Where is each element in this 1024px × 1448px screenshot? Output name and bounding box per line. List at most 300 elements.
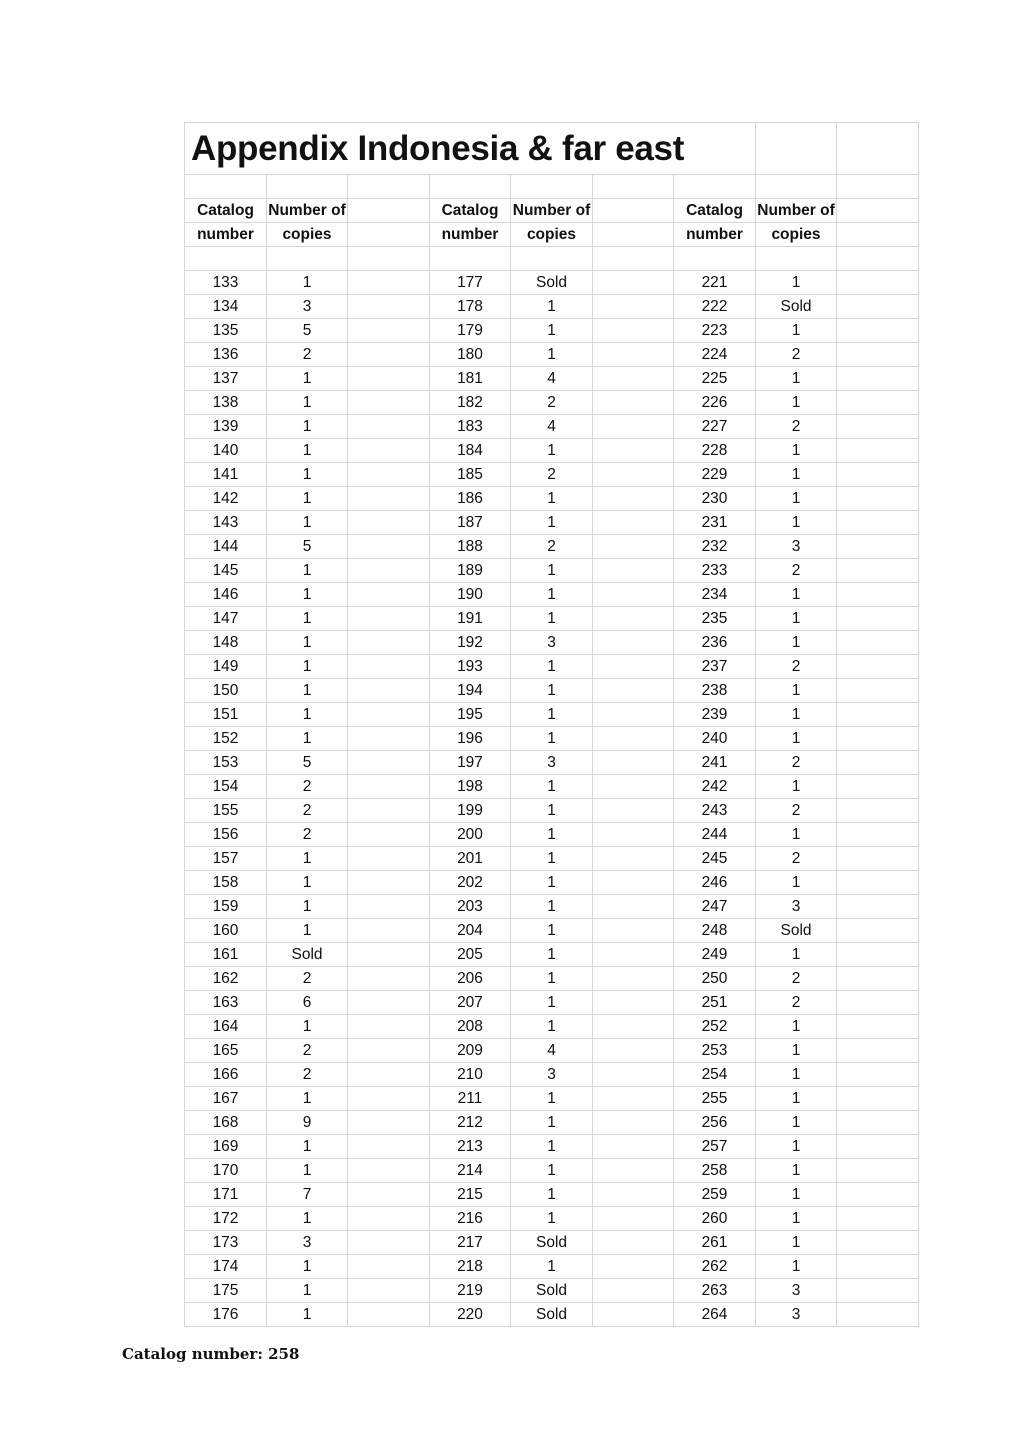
- empty-cell: [593, 199, 674, 223]
- catalog-number-cell: 233: [674, 559, 756, 583]
- empty-cell: [837, 1135, 919, 1159]
- empty-cell: [593, 1015, 674, 1039]
- copies-cell: 1: [756, 607, 837, 631]
- copies-cell: 2: [756, 559, 837, 583]
- empty-cell: [593, 775, 674, 799]
- empty-cell: [593, 607, 674, 631]
- copies-cell: 2: [267, 775, 348, 799]
- copies-cell: 1: [267, 1015, 348, 1039]
- empty-cell: [348, 223, 430, 247]
- empty-cell: [348, 367, 430, 391]
- empty-cell: [348, 1159, 430, 1183]
- empty-cell: [348, 871, 430, 895]
- empty-cell: [837, 463, 919, 487]
- empty-cell: [593, 703, 674, 727]
- empty-cell: [348, 607, 430, 631]
- copies-cell: 1: [267, 703, 348, 727]
- title-row: [185, 123, 919, 175]
- empty-cell: [593, 343, 674, 367]
- copies-cell: 2: [756, 967, 837, 991]
- empty-cell: [837, 1039, 919, 1063]
- copies-header-3-line2: copies: [756, 223, 837, 247]
- copies-cell: 1: [511, 295, 593, 319]
- copies-cell: 2: [756, 751, 837, 775]
- table-row: [185, 655, 919, 679]
- catalog-number-cell: 220: [430, 1303, 511, 1327]
- copies-cell: 3: [756, 1303, 837, 1327]
- empty-cell: [837, 1015, 919, 1039]
- copies-cell: 1: [267, 487, 348, 511]
- table-row: [185, 511, 919, 535]
- catalog-number-cell: 148: [185, 631, 267, 655]
- copies-cell: 1: [756, 1063, 837, 1087]
- catalog-number-cell: 163: [185, 991, 267, 1015]
- copies-header-2-line2: copies: [511, 223, 593, 247]
- copies-cell: 3: [267, 295, 348, 319]
- empty-cell: [837, 871, 919, 895]
- copies-cell: 1: [756, 1183, 837, 1207]
- copies-cell: 3: [511, 1063, 593, 1087]
- copies-cell: 1: [511, 679, 593, 703]
- catalog-number-cell: 230: [674, 487, 756, 511]
- catalog-number-cell: 187: [430, 511, 511, 535]
- header-row-1: [185, 199, 919, 223]
- table-row: [185, 1087, 919, 1111]
- empty-cell: [348, 679, 430, 703]
- table-row: [185, 295, 919, 319]
- copies-cell: Sold: [511, 271, 593, 295]
- catalog-number-cell: 144: [185, 535, 267, 559]
- empty-cell: [837, 367, 919, 391]
- table-row: [185, 823, 919, 847]
- empty-cell: [837, 439, 919, 463]
- empty-cell: [348, 799, 430, 823]
- empty-cell: [593, 295, 674, 319]
- copies-cell: 1: [756, 319, 837, 343]
- catalog-number-cell: 191: [430, 607, 511, 631]
- empty-cell: [348, 535, 430, 559]
- empty-cell: [348, 439, 430, 463]
- catalog-number-cell: 238: [674, 679, 756, 703]
- empty-cell: [593, 559, 674, 583]
- empty-cell: [837, 655, 919, 679]
- copies-cell: 1: [267, 631, 348, 655]
- table-row: [185, 1111, 919, 1135]
- copies-cell: 7: [267, 1183, 348, 1207]
- copies-cell: Sold: [267, 943, 348, 967]
- catalog-number-cell: 226: [674, 391, 756, 415]
- empty-cell: [837, 727, 919, 751]
- copies-cell: 1: [511, 919, 593, 943]
- empty-cell: [837, 847, 919, 871]
- catalog-number-cell: 169: [185, 1135, 267, 1159]
- catalog-number-cell: 209: [430, 1039, 511, 1063]
- table-row: [185, 991, 919, 1015]
- copies-cell: 4: [511, 1039, 593, 1063]
- empty-cell: [348, 1039, 430, 1063]
- copies-cell: 1: [756, 1015, 837, 1039]
- catalog-header-2-line2: number: [430, 223, 511, 247]
- empty-cell: [593, 727, 674, 751]
- copies-cell: 2: [756, 415, 837, 439]
- copies-cell: 2: [267, 823, 348, 847]
- empty-cell: [593, 1207, 674, 1231]
- table-row: [185, 1231, 919, 1255]
- empty-cell: [593, 583, 674, 607]
- table-row: [185, 919, 919, 943]
- catalog-number-cell: 165: [185, 1039, 267, 1063]
- copies-cell: 2: [756, 847, 837, 871]
- copies-cell: 1: [756, 391, 837, 415]
- empty-cell: [348, 775, 430, 799]
- empty-cell: [348, 991, 430, 1015]
- copies-cell: 1: [511, 1111, 593, 1135]
- catalog-number-cell: 212: [430, 1111, 511, 1135]
- copies-cell: 3: [756, 535, 837, 559]
- empty-cell: [348, 415, 430, 439]
- catalog-number-cell: 183: [430, 415, 511, 439]
- empty-cell: [837, 823, 919, 847]
- empty-cell: [348, 655, 430, 679]
- catalog-header-1-line2: number: [185, 223, 267, 247]
- copies-cell: 1: [756, 775, 837, 799]
- empty-cell: [837, 775, 919, 799]
- empty-cell: [348, 391, 430, 415]
- catalog-number-cell: 218: [430, 1255, 511, 1279]
- copies-cell: 1: [511, 439, 593, 463]
- catalog-number-cell: 173: [185, 1231, 267, 1255]
- catalog-number-cell: 260: [674, 1207, 756, 1231]
- copies-cell: 1: [511, 583, 593, 607]
- catalog-number-cell: 249: [674, 943, 756, 967]
- copies-cell: 2: [267, 343, 348, 367]
- table-row: [185, 463, 919, 487]
- copies-cell: 1: [511, 871, 593, 895]
- empty-cell: [837, 631, 919, 655]
- catalog-number-cell: 215: [430, 1183, 511, 1207]
- table-row: [185, 1303, 919, 1327]
- empty-cell: [348, 1279, 430, 1303]
- copies-cell: 3: [267, 1231, 348, 1255]
- empty-cell: [348, 967, 430, 991]
- empty-cell: [837, 123, 919, 175]
- empty-cell: [348, 1231, 430, 1255]
- copies-cell: Sold: [756, 919, 837, 943]
- empty-cell: [593, 799, 674, 823]
- empty-cell: [348, 1135, 430, 1159]
- copies-cell: 1: [511, 847, 593, 871]
- copies-cell: 1: [511, 1255, 593, 1279]
- copies-cell: 3: [511, 751, 593, 775]
- copies-cell: 1: [511, 967, 593, 991]
- copies-cell: 1: [756, 679, 837, 703]
- empty-cell: [593, 439, 674, 463]
- empty-cell: [348, 823, 430, 847]
- catalog-number-cell: 244: [674, 823, 756, 847]
- catalog-number-cell: 210: [430, 1063, 511, 1087]
- catalog-number-cell: 202: [430, 871, 511, 895]
- copies-cell: 1: [267, 367, 348, 391]
- empty-cell: [593, 871, 674, 895]
- catalog-header-2: Catalog: [430, 199, 511, 223]
- copies-cell: 1: [267, 439, 348, 463]
- empty-cell: [837, 1063, 919, 1087]
- copies-cell: 1: [267, 559, 348, 583]
- page-title: Appendix Indonesia & far east: [185, 123, 756, 175]
- catalog-number-cell: 140: [185, 439, 267, 463]
- copies-cell: 1: [267, 415, 348, 439]
- empty-cell: [348, 319, 430, 343]
- copies-cell: 1: [267, 1159, 348, 1183]
- catalog-number-cell: 154: [185, 775, 267, 799]
- table-row: [185, 1039, 919, 1063]
- table-row: [185, 1015, 919, 1039]
- empty-cell: [348, 631, 430, 655]
- catalog-number-cell: 234: [674, 583, 756, 607]
- empty-cell: [348, 295, 430, 319]
- empty-cell: [837, 1303, 919, 1327]
- catalog-number-cell: 253: [674, 1039, 756, 1063]
- table-row: [185, 487, 919, 511]
- empty-cell: [348, 1207, 430, 1231]
- copies-cell: 1: [511, 1183, 593, 1207]
- empty-cell: [837, 415, 919, 439]
- catalog-number-cell: 139: [185, 415, 267, 439]
- copies-cell: 2: [511, 535, 593, 559]
- catalog-number-cell: 175: [185, 1279, 267, 1303]
- empty-cell: [593, 1303, 674, 1327]
- table-row: [185, 727, 919, 751]
- catalog-number-cell: 197: [430, 751, 511, 775]
- catalog-number-cell: 225: [674, 367, 756, 391]
- catalog-number-cell: 221: [674, 271, 756, 295]
- table-row: [185, 967, 919, 991]
- copies-cell: 1: [756, 1135, 837, 1159]
- empty-cell: [837, 919, 919, 943]
- copies-cell: 1: [756, 703, 837, 727]
- empty-cell: [593, 1183, 674, 1207]
- catalog-number-cell: 199: [430, 799, 511, 823]
- copies-cell: 1: [511, 655, 593, 679]
- catalog-number-cell: 239: [674, 703, 756, 727]
- empty-cell: [837, 199, 919, 223]
- catalog-number-cell: 227: [674, 415, 756, 439]
- table-row: [185, 1159, 919, 1183]
- catalog-number-cell: 181: [430, 367, 511, 391]
- catalog-number-cell: 242: [674, 775, 756, 799]
- empty-cell: [837, 583, 919, 607]
- table-row: [185, 439, 919, 463]
- copies-cell: 1: [756, 1231, 837, 1255]
- catalog-number-cell: 222: [674, 295, 756, 319]
- catalog-number-cell: 236: [674, 631, 756, 655]
- copies-cell: 1: [511, 895, 593, 919]
- spacer-row: [185, 247, 919, 271]
- catalog-number-cell: 255: [674, 1087, 756, 1111]
- catalog-header-1: Catalog: [185, 199, 267, 223]
- catalog-number-cell: 178: [430, 295, 511, 319]
- table-row: [185, 559, 919, 583]
- empty-cell: [837, 1111, 919, 1135]
- catalog-number-cell: 192: [430, 631, 511, 655]
- empty-cell: [837, 799, 919, 823]
- empty-cell: [837, 751, 919, 775]
- empty-cell: [593, 463, 674, 487]
- catalog-number-cell: 257: [674, 1135, 756, 1159]
- empty-cell: [837, 1183, 919, 1207]
- table-row: [185, 679, 919, 703]
- copies-cell: 1: [511, 1087, 593, 1111]
- empty-cell: [837, 1159, 919, 1183]
- catalog-number-cell: 250: [674, 967, 756, 991]
- copies-cell: 1: [511, 775, 593, 799]
- empty-cell: [837, 943, 919, 967]
- header-row-2: [185, 223, 919, 247]
- catalog-number-cell: 135: [185, 319, 267, 343]
- table-row: [185, 1063, 919, 1087]
- catalog-number-cell: 143: [185, 511, 267, 535]
- empty-cell: [837, 607, 919, 631]
- catalog-number-cell: 134: [185, 295, 267, 319]
- empty-cell: [593, 487, 674, 511]
- table-row: [185, 1207, 919, 1231]
- catalog-number-cell: 237: [674, 655, 756, 679]
- table-row: [185, 391, 919, 415]
- empty-cell: [348, 463, 430, 487]
- empty-cell: [593, 367, 674, 391]
- copies-cell: 1: [756, 511, 837, 535]
- empty-cell: [348, 487, 430, 511]
- catalog-number-cell: 184: [430, 439, 511, 463]
- copies-cell: 1: [756, 1207, 837, 1231]
- empty-cell: [593, 535, 674, 559]
- empty-cell: [593, 1159, 674, 1183]
- catalog-number-cell: 204: [430, 919, 511, 943]
- empty-cell: [348, 751, 430, 775]
- empty-cell: [593, 223, 674, 247]
- copies-cell: 1: [756, 463, 837, 487]
- copies-cell: 2: [267, 967, 348, 991]
- empty-cell: [348, 703, 430, 727]
- copies-cell: 1: [756, 1087, 837, 1111]
- catalog-number-cell: 141: [185, 463, 267, 487]
- catalog-number-cell: 256: [674, 1111, 756, 1135]
- catalog-number-cell: 136: [185, 343, 267, 367]
- copies-cell: 1: [267, 583, 348, 607]
- empty-cell: [593, 919, 674, 943]
- copies-cell: 1: [267, 1135, 348, 1159]
- catalog-number-cell: 172: [185, 1207, 267, 1231]
- empty-cell: [593, 319, 674, 343]
- catalog-number-cell: 243: [674, 799, 756, 823]
- catalog-number-cell: 162: [185, 967, 267, 991]
- catalog-number-cell: 241: [674, 751, 756, 775]
- catalog-number-cell: 219: [430, 1279, 511, 1303]
- empty-cell: [593, 1255, 674, 1279]
- empty-cell: [348, 919, 430, 943]
- copies-cell: 1: [511, 823, 593, 847]
- catalog-number-cell: 254: [674, 1063, 756, 1087]
- spacer-row: [185, 175, 919, 199]
- catalog-number-cell: 171: [185, 1183, 267, 1207]
- catalog-number-cell: 198: [430, 775, 511, 799]
- catalog-number-cell: 180: [430, 343, 511, 367]
- copies-cell: 1: [511, 1207, 593, 1231]
- copies-cell: 1: [756, 1111, 837, 1135]
- catalog-number-cell: 224: [674, 343, 756, 367]
- empty-cell: [756, 123, 837, 175]
- catalog-number-cell: 194: [430, 679, 511, 703]
- catalog-number-cell: 174: [185, 1255, 267, 1279]
- catalog-number-cell: 246: [674, 871, 756, 895]
- table-row: [185, 1183, 919, 1207]
- empty-cell: [593, 1135, 674, 1159]
- table-row: [185, 631, 919, 655]
- catalog-number-cell: 232: [674, 535, 756, 559]
- empty-cell: [348, 583, 430, 607]
- empty-cell: [837, 1255, 919, 1279]
- copies-cell: 1: [511, 1135, 593, 1159]
- catalog-number-cell: 228: [674, 439, 756, 463]
- catalog-number-cell: 240: [674, 727, 756, 751]
- empty-cell: [593, 847, 674, 871]
- catalog-number-cell: 262: [674, 1255, 756, 1279]
- empty-cell: [348, 1087, 430, 1111]
- copies-cell: 1: [267, 391, 348, 415]
- copies-cell: 1: [756, 871, 837, 895]
- catalog-number-cell: 182: [430, 391, 511, 415]
- copies-cell: 1: [511, 319, 593, 343]
- table-row: [185, 271, 919, 295]
- copies-cell: 3: [756, 895, 837, 919]
- catalog-header-3: Catalog: [674, 199, 756, 223]
- catalog-number-cell: 153: [185, 751, 267, 775]
- empty-cell: [837, 895, 919, 919]
- catalog-number-cell: 185: [430, 463, 511, 487]
- empty-cell: [348, 847, 430, 871]
- catalog-number-cell: 150: [185, 679, 267, 703]
- copies-cell: 1: [756, 823, 837, 847]
- catalog-number-cell: 247: [674, 895, 756, 919]
- copies-cell: 1: [267, 271, 348, 295]
- copies-header-1-line2: copies: [267, 223, 348, 247]
- empty-cell: [348, 1111, 430, 1135]
- catalog-number-cell: 213: [430, 1135, 511, 1159]
- copies-cell: 1: [267, 1087, 348, 1111]
- catalog-number-cell: 157: [185, 847, 267, 871]
- empty-cell: [837, 511, 919, 535]
- catalog-number-cell: 248: [674, 919, 756, 943]
- catalog-number-cell: 258: [674, 1159, 756, 1183]
- copies-cell: 1: [756, 271, 837, 295]
- copies-cell: 1: [267, 607, 348, 631]
- copies-cell: 1: [267, 511, 348, 535]
- copies-cell: 1: [267, 1255, 348, 1279]
- catalog-number-cell: 146: [185, 583, 267, 607]
- empty-cell: [593, 943, 674, 967]
- copies-cell: 2: [267, 1039, 348, 1063]
- empty-cell: [593, 655, 674, 679]
- empty-cell: [837, 391, 919, 415]
- table-row: [185, 367, 919, 391]
- copies-cell: 1: [267, 895, 348, 919]
- copies-cell: 1: [756, 1255, 837, 1279]
- copies-cell: 1: [267, 1303, 348, 1327]
- copies-cell: 2: [267, 1063, 348, 1087]
- copies-cell: 2: [267, 799, 348, 823]
- catalog-number-cell: 137: [185, 367, 267, 391]
- empty-cell: [593, 1111, 674, 1135]
